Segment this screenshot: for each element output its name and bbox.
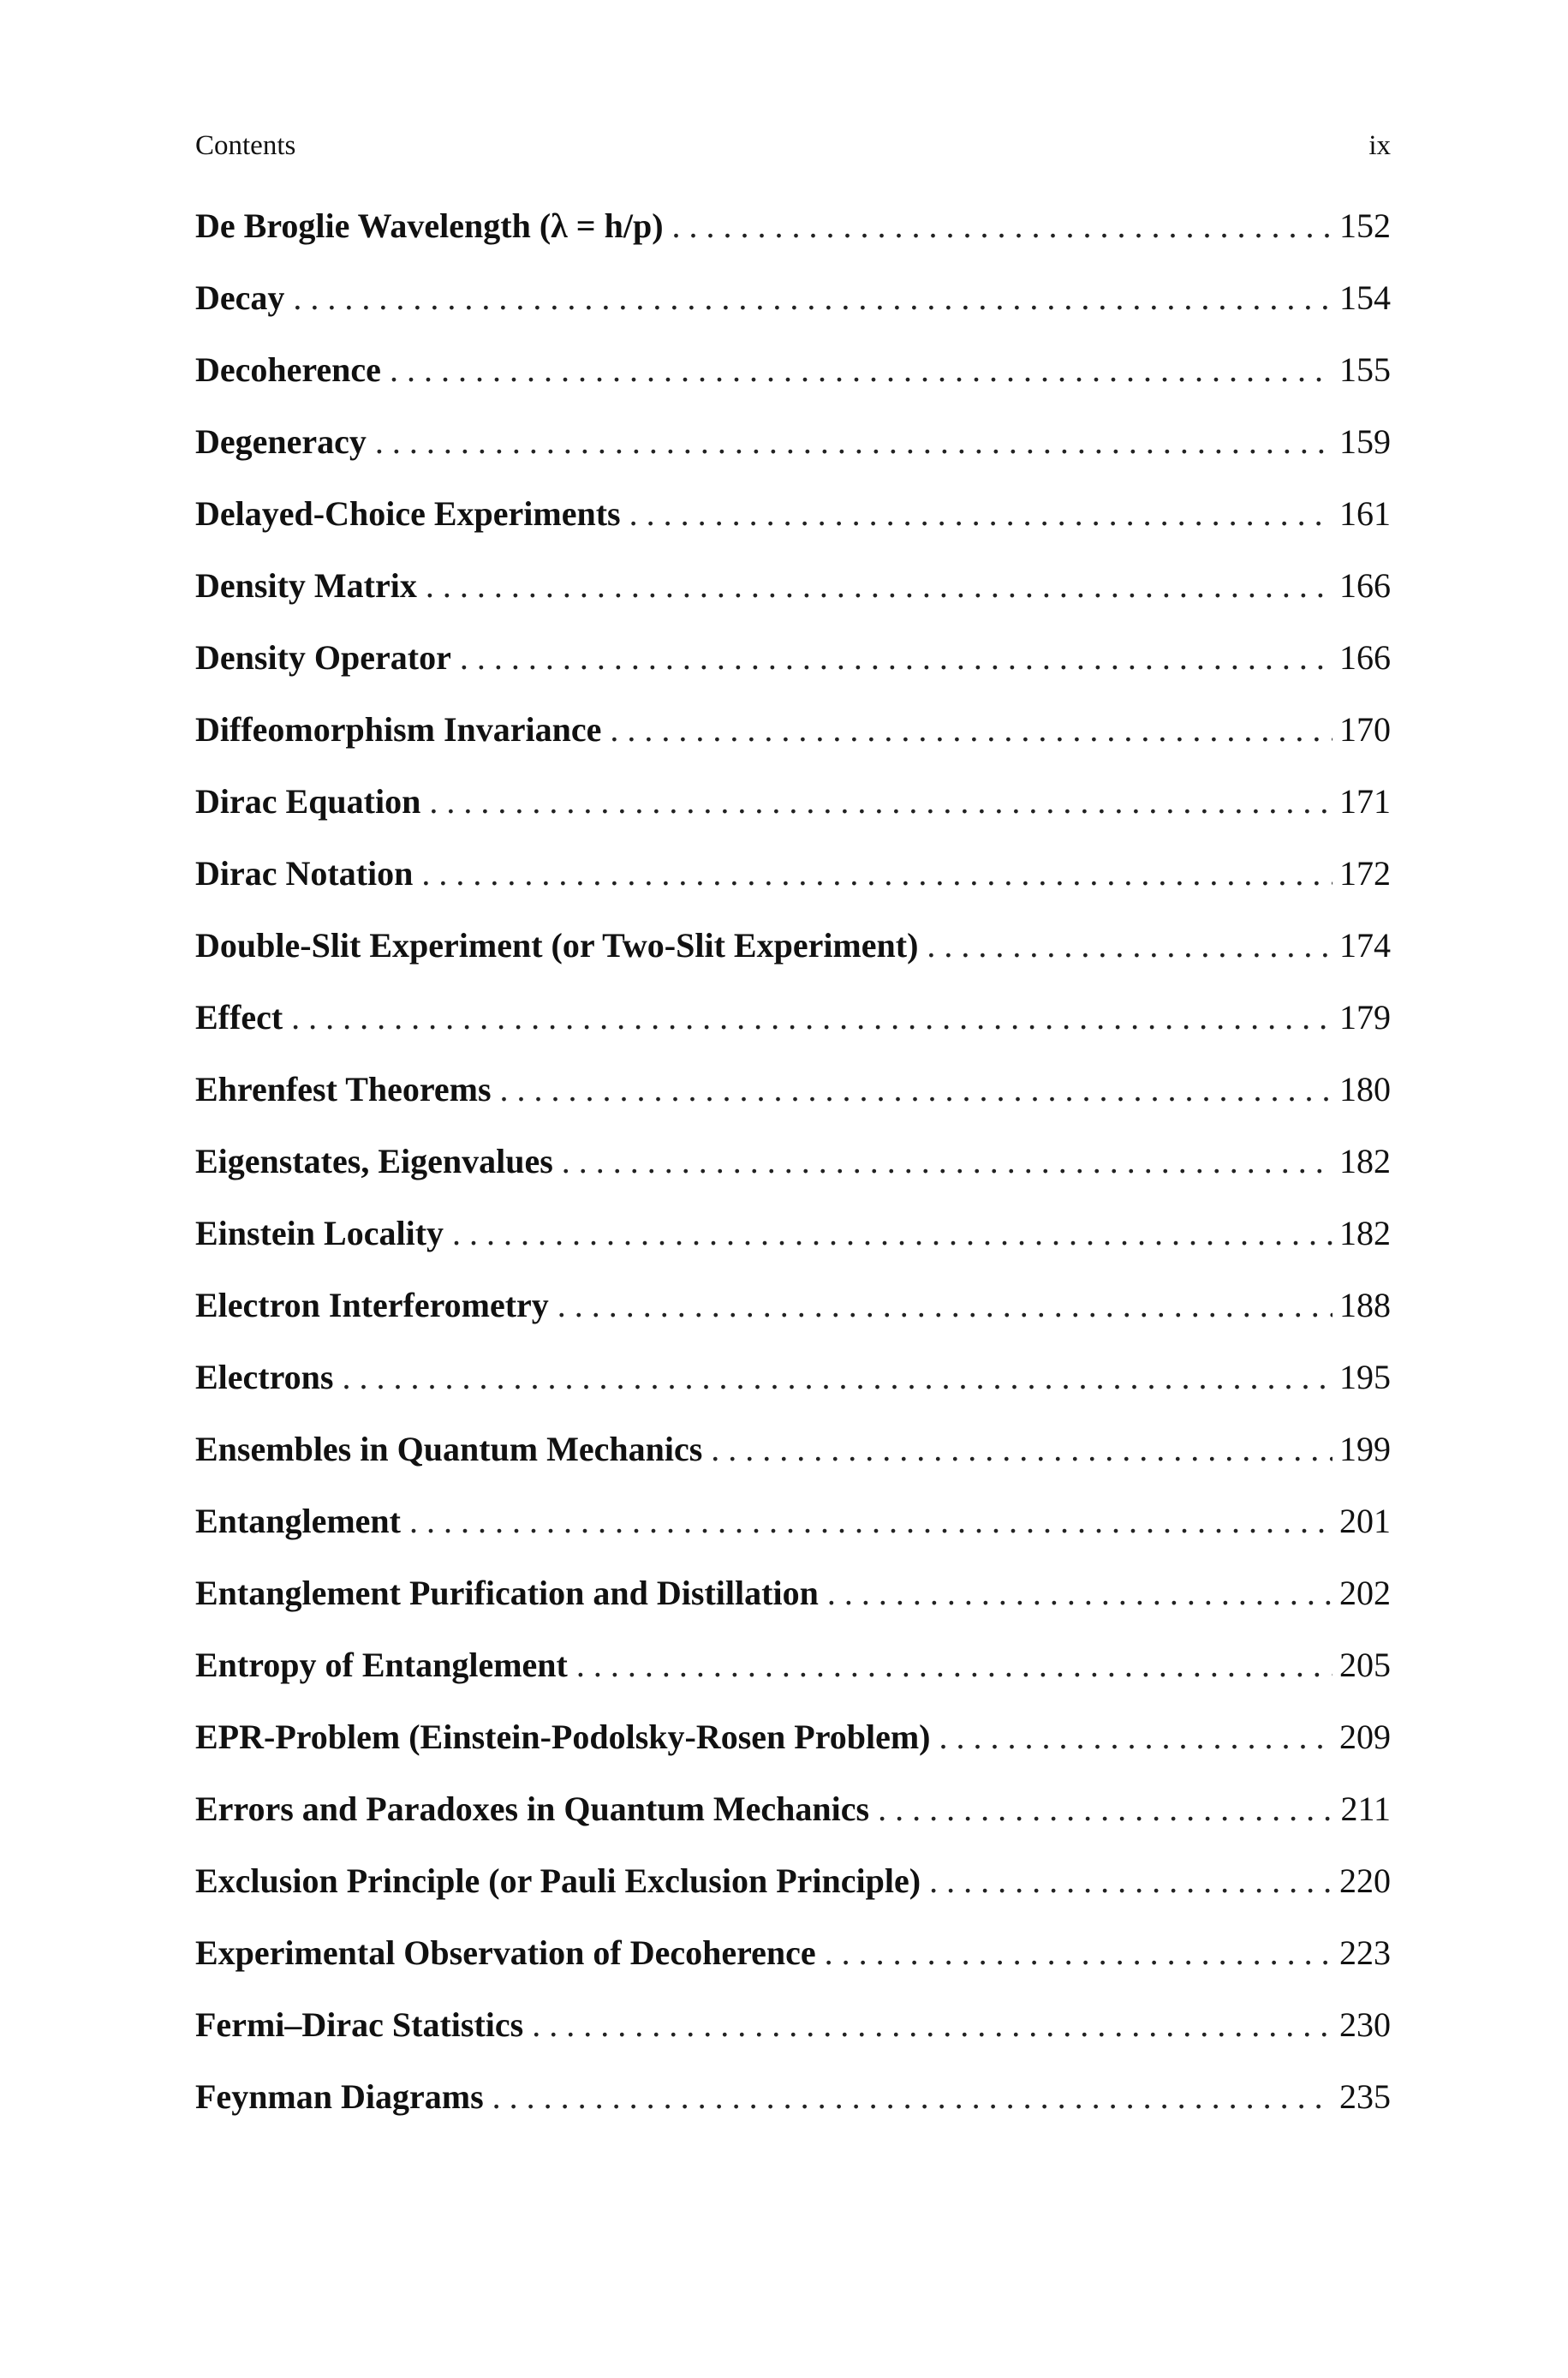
toc-entry[interactable]: [195, 1492, 1391, 1564]
toc-entry-page: 161: [1339, 494, 1391, 533]
toc-entry-title: Entropy of Entanglement: [195, 1646, 568, 1684]
toc-entry-page: 182: [1339, 1142, 1391, 1180]
toc-entry-page: 230: [1339, 2005, 1391, 2044]
toc-entry-page: 220: [1339, 1861, 1391, 1900]
toc-entry[interactable]: [195, 413, 1391, 485]
dot-leader: [293, 269, 1333, 327]
toc-entry-title: Delayed-Choice Experiments: [195, 494, 621, 533]
toc-entry[interactable]: [195, 1996, 1391, 2068]
toc-entry[interactable]: [195, 1924, 1391, 1996]
running-header: [195, 130, 1391, 164]
toc-entry-page: 174: [1339, 926, 1391, 965]
toc-entry[interactable]: [195, 629, 1391, 701]
dot-leader: [576, 1636, 1333, 1694]
table-of-contents: [195, 197, 1391, 2140]
dot-leader: [557, 1276, 1333, 1335]
header-section-title: Contents: [195, 130, 296, 161]
toc-entry[interactable]: [195, 341, 1391, 413]
toc-entry-title: Exclusion Principle (or Pauli Exclusion Principle): [195, 1861, 921, 1900]
dot-leader: [460, 629, 1333, 687]
dot-leader: [878, 1780, 1333, 1838]
toc-entry-page: 154: [1339, 278, 1391, 317]
toc-entry[interactable]: [195, 557, 1391, 629]
toc-entry[interactable]: [195, 1061, 1391, 1132]
toc-entry-page: 155: [1339, 350, 1391, 389]
toc-entry[interactable]: [195, 701, 1391, 773]
toc-entry-page: 211: [1340, 1789, 1391, 1828]
toc-entry-title: Decoherence: [195, 350, 381, 389]
toc-entry-title: Entanglement Purification and Distillation: [195, 1574, 819, 1612]
toc-entry-page: 159: [1339, 422, 1391, 461]
dot-leader: [390, 341, 1333, 399]
toc-entry-title: Ehrenfest Theorems: [195, 1070, 492, 1108]
toc-entry-title: Feynman Diagrams: [195, 2077, 484, 2116]
toc-entry-page: 188: [1339, 1286, 1391, 1324]
dot-leader: [825, 1924, 1333, 1982]
toc-entry[interactable]: [195, 989, 1391, 1061]
dot-leader: [939, 1708, 1333, 1766]
toc-entry[interactable]: [195, 773, 1391, 845]
toc-entry-title: De Broglie Wavelength (λ = h/p): [195, 206, 664, 245]
dot-leader: [532, 1996, 1333, 2054]
toc-entry-title: Density Operator: [195, 638, 451, 677]
toc-entry[interactable]: [195, 1276, 1391, 1348]
header-page-number: ix: [1368, 130, 1391, 161]
toc-entry-title: Double-Slit Experiment (or Two-Slit Experiment): [195, 926, 919, 965]
toc-entry-page: 172: [1339, 854, 1391, 893]
dot-leader: [610, 701, 1333, 759]
toc-entry[interactable]: [195, 485, 1391, 557]
dot-leader: [429, 773, 1333, 831]
toc-entry-page: 182: [1339, 1214, 1391, 1252]
toc-entry[interactable]: [195, 269, 1391, 341]
toc-entry-page: 180: [1339, 1070, 1391, 1108]
toc-entry-page: 170: [1339, 710, 1391, 749]
dot-leader: [500, 1061, 1333, 1119]
dot-leader: [452, 1204, 1333, 1263]
dot-leader: [929, 1852, 1333, 1910]
toc-entry-page: 205: [1339, 1646, 1391, 1684]
dot-leader: [409, 1492, 1333, 1550]
toc-entry-title: Experimental Observation of Decoherence: [195, 1933, 816, 1972]
toc-entry-page: 179: [1339, 998, 1391, 1037]
dot-leader: [375, 413, 1333, 471]
dot-leader: [426, 557, 1333, 615]
toc-entry-title: Density Matrix: [195, 566, 417, 605]
toc-entry[interactable]: [195, 197, 1391, 269]
toc-entry[interactable]: [195, 1708, 1391, 1780]
dot-leader: [421, 845, 1333, 903]
toc-entry[interactable]: [195, 917, 1391, 989]
toc-entry[interactable]: [195, 1204, 1391, 1276]
toc-entry-title: EPR-Problem (Einstein-Podolsky-Rosen Problem): [195, 1718, 931, 1756]
toc-entry-page: 152: [1339, 206, 1391, 245]
toc-entry-title: Dirac Notation: [195, 854, 414, 893]
toc-entry-page: 166: [1339, 566, 1391, 605]
toc-entry[interactable]: [195, 1132, 1391, 1204]
toc-entry[interactable]: [195, 1780, 1391, 1852]
toc-entry-page: 202: [1339, 1574, 1391, 1612]
toc-entry-page: 166: [1339, 638, 1391, 677]
dot-leader: [562, 1132, 1333, 1191]
dot-leader: [492, 2068, 1333, 2126]
dot-leader: [711, 1420, 1333, 1479]
toc-entry-page: 209: [1339, 1718, 1391, 1756]
toc-entry[interactable]: [195, 1564, 1391, 1636]
toc-entry-title: Degeneracy: [195, 422, 367, 461]
dot-leader: [342, 1348, 1333, 1407]
toc-entry-page: 199: [1339, 1430, 1391, 1468]
toc-entry-page: 223: [1339, 1933, 1391, 1972]
toc-entry[interactable]: [195, 1636, 1391, 1708]
toc-entry[interactable]: [195, 1420, 1391, 1492]
toc-entry-title: Decay: [195, 278, 285, 317]
toc-entry-title: Ensembles in Quantum Mechanics: [195, 1430, 703, 1468]
toc-entry-title: Effect: [195, 998, 283, 1037]
dot-leader: [629, 485, 1333, 543]
toc-entry-title: Eigenstates, Eigenvalues: [195, 1142, 553, 1180]
toc-entry-title: Entanglement: [195, 1502, 401, 1540]
dot-leader: [291, 989, 1333, 1047]
toc-entry-title: Diffeomorphism Invariance: [195, 710, 602, 749]
toc-entry[interactable]: [195, 2068, 1391, 2140]
toc-entry[interactable]: [195, 1852, 1391, 1924]
toc-entry-page: 171: [1339, 782, 1391, 821]
dot-leader: [927, 917, 1333, 975]
toc-entry[interactable]: [195, 845, 1391, 917]
toc-entry-page: 235: [1339, 2077, 1391, 2116]
toc-entry-title: Fermi–Dirac Statistics: [195, 2005, 524, 2044]
toc-entry-title: Electrons: [195, 1358, 334, 1396]
toc-entry-page: 201: [1339, 1502, 1391, 1540]
toc-entry-title: Errors and Paradoxes in Quantum Mechanics: [195, 1789, 870, 1828]
toc-entry[interactable]: [195, 1348, 1391, 1420]
dot-leader: [672, 197, 1333, 255]
toc-entry-page: 195: [1339, 1358, 1391, 1396]
toc-entry-title: Dirac Equation: [195, 782, 421, 821]
dot-leader: [827, 1564, 1333, 1622]
toc-entry-title: Electron Interferometry: [195, 1286, 549, 1324]
toc-entry-title: Einstein Locality: [195, 1214, 444, 1252]
